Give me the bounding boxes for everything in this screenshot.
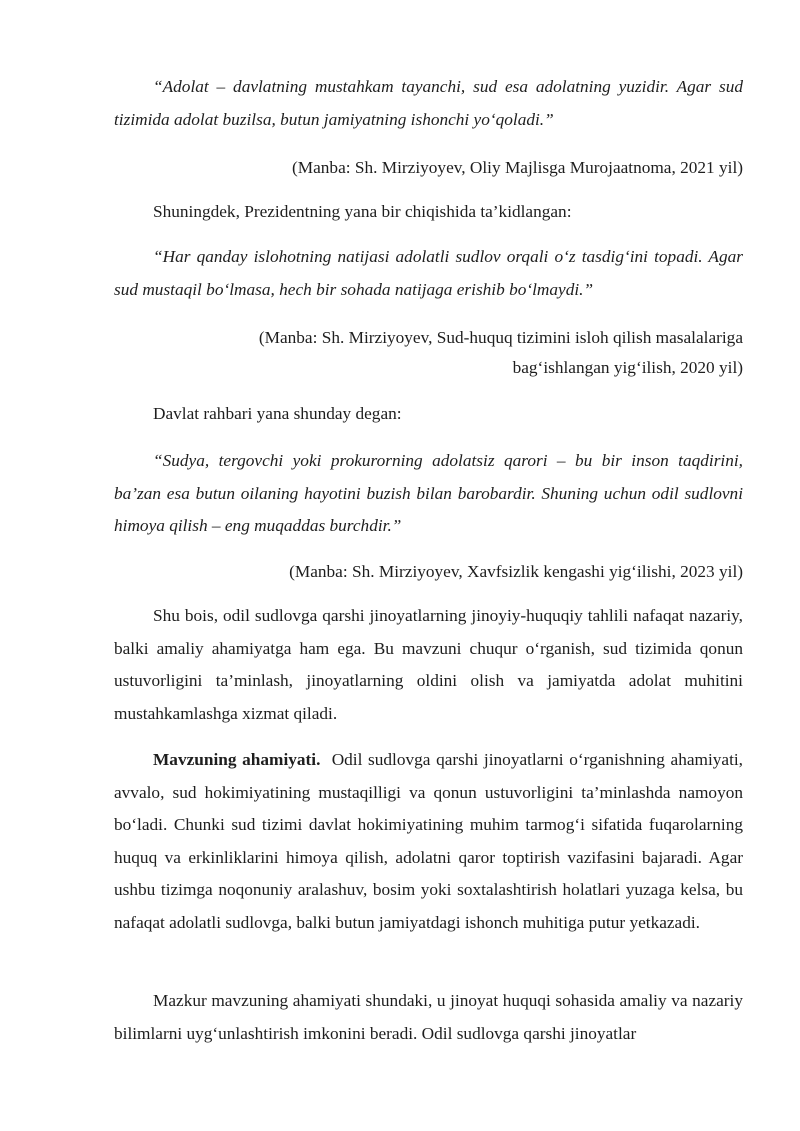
quote-1-source: (Manba: Sh. Mirziyoyev, Oliy Majlisga Murojaatnoma, 2021 yil) (292, 158, 743, 177)
quote-2-source-line-1: (Manba: Sh. Mirziyoyev, Sud-huquq tizimini isloh qilish masalalariga (258, 328, 743, 347)
section-heading: Mavzuning ahamiyati. (153, 750, 321, 769)
paragraph-2 (114, 744, 743, 939)
paragraph-1: Shu bois, odil sudlovga qarshi jinoyatlarning jinoyiy-huquqiy tahlili nafaqat nazariy, balki amaliy ahamiyatga ham ega. Bu mavzuni chuqur o‘rganish, sud tizimida qonun ustuvorligini ta’minlash, jinoyatlarning oldini olish va jamiyatda adolat muhitini mustahkamlashga xizmat qiladi. (114, 606, 743, 723)
quote-1-text: “Adolat – davlatning mustahkam tayanchi, sud esa adolatning yuzidir. Agar sud tizimida adolat buzilsa, butun jamiyatning ishonchi yo‘qoladi.” (114, 77, 743, 129)
intro-2: Shuningdek, Prezidentning yana bir chiqishida ta’kidlangan: (153, 202, 572, 221)
quote-2-source-line-2: bag‘ishlangan yig‘ilish, 2020 yil) (512, 358, 743, 377)
quote-3-source: (Manba: Sh. Mirziyoyev, Xavfsizlik kengashi yig‘ilishi, 2023 yil) (289, 562, 743, 581)
paragraph-3: Mazkur mavzuning ahamiyati shundaki, u jinoyat huquqi sohasida amaliy va nazariy bilimlarni uyg‘unlashtirish imkonini beradi. Odil sudlovga qarshi jinoyatlar (114, 991, 743, 1043)
intro-3: Davlat rahbari yana shunday degan: (153, 404, 402, 423)
quote-3-text: “Sudya, tergovchi yoki prokurorning adolatsiz qarori – bu bir inson taqdirini, ba’zan esa butun oilaning hayotini buzish bilan barobardir. Shuning uchun odil sudlovni himoya qilish – eng muqaddas burchdir.” (114, 451, 743, 535)
paragraph-2-text: Odil sudlovga qarshi jinoyatlarni o‘rganishning ahamiyati, avvalo, sud hokimiyatining mustaqilligi va qonun ustuvorligini ta’minlashda namoyon bo‘ladi. Chunki sud tizimi davlat hokimiyatining muhim tarmog‘i sifatida fuqarolarning huquq va erkinliklarini himoya qilish, adolatni qaror toptirish vazifasini bajaradi. Agar ushbu tizimga noqonuniy aralashuv, bosim yoki soxtalashtirish holatlari yuzaga kelsa, bu nafaqat adolatli sudlovga, balki butun jamiyatdagi ishonch muhitiga putur yetkazadi. (114, 750, 743, 932)
quote-2-text: “Har qanday islohotning natijasi adolatli sudlov orqali o‘z tasdig‘ini topadi. Agar sud mustaqil bo‘lmasa, hech bir sohada natijaga erishib bo‘lmaydi.” (114, 247, 743, 299)
